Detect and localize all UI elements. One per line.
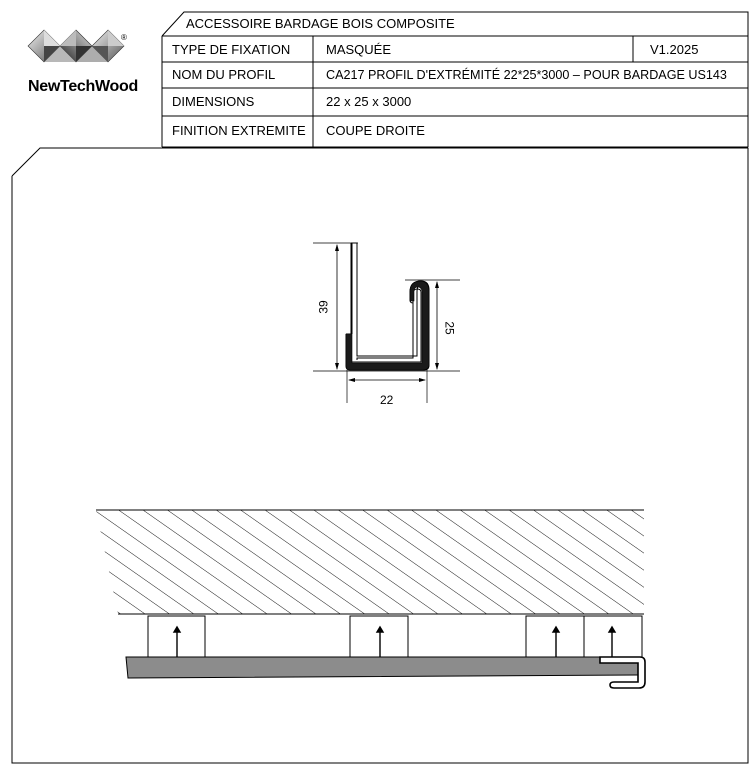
row-label-fixation: TYPE DE FIXATION bbox=[172, 42, 291, 57]
batten-3 bbox=[526, 616, 584, 657]
cladding-hatch bbox=[96, 510, 644, 614]
row-label-dimensions: DIMENSIONS bbox=[172, 94, 255, 109]
row-label-finish: FINITION EXTREMITE bbox=[172, 123, 306, 138]
row-label-profile: NOM DU PROFIL bbox=[172, 67, 276, 82]
batten-2 bbox=[350, 616, 408, 657]
dim-label-25: 25 bbox=[442, 321, 457, 335]
row-value-profile: CA217 PROFIL D'EXTRÉMITÉ 22*25*3000 – POUR BARDAGE US143 bbox=[326, 68, 727, 82]
version-label: V1.2025 bbox=[650, 42, 699, 57]
registered-mark: ® bbox=[121, 33, 127, 42]
wall-rail bbox=[126, 657, 642, 678]
sheet-title: ACCESSOIRE BARDAGE BOIS COMPOSITE bbox=[186, 16, 455, 31]
row-value-fixation: MASQUÉE bbox=[326, 42, 392, 57]
brand-name: NewTechWood bbox=[28, 78, 138, 95]
dim-label-22: 22 bbox=[380, 393, 394, 407]
dim-label-39: 39 bbox=[316, 300, 331, 314]
batten-4 bbox=[584, 616, 642, 657]
row-value-dimensions: 22 x 25 x 3000 bbox=[326, 94, 412, 109]
row-value-finish: COUPE DROITE bbox=[326, 123, 425, 138]
